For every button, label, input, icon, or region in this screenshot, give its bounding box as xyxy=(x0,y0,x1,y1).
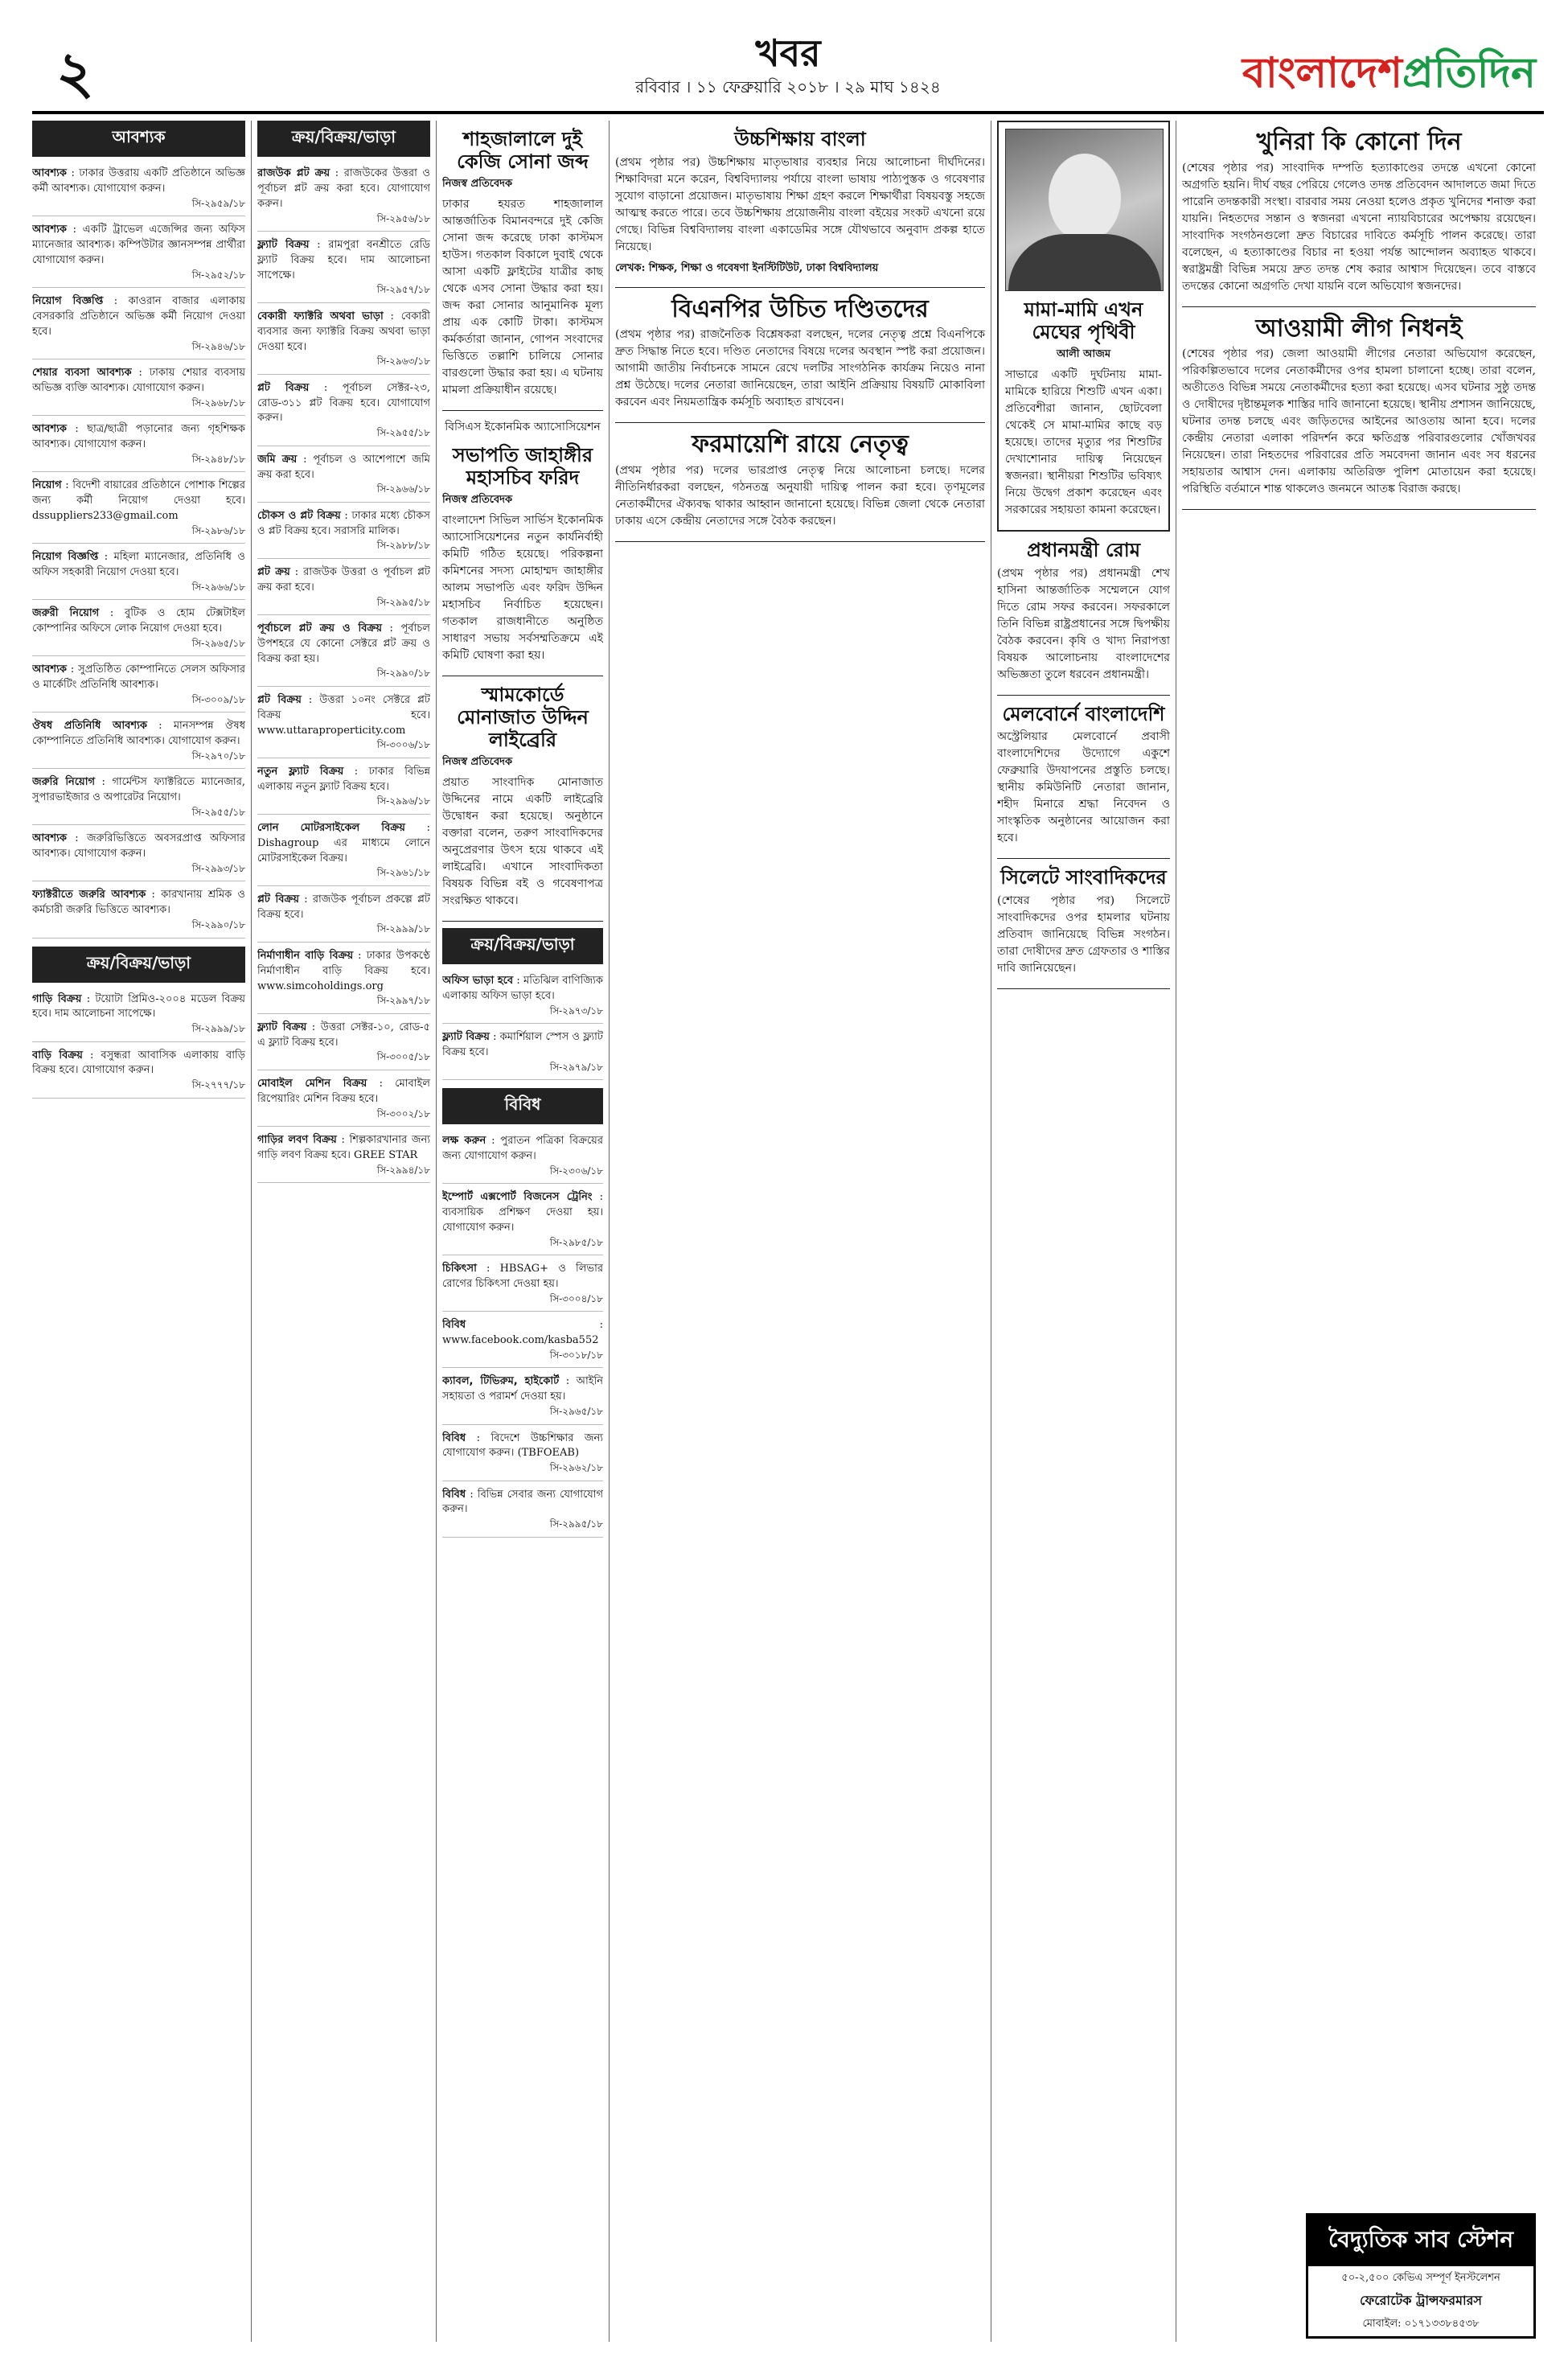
ad-text: বুটিক ও হোম টেক্সটাইল কোম্পানির অফিসে লোক নিয়োগ দেওয়া হবে। xyxy=(32,607,245,635)
ad-text: ঢাকার উত্তরায় একটি প্রতিষ্ঠানে অভিজ্ঞ কর্মী আবশ্যক। যোগাযোগ করুন। xyxy=(32,167,245,195)
classified-list-4 xyxy=(442,971,603,1080)
ad-phone: মোবাইল: ০১৭১৩৩৮৪৫৩৮ xyxy=(1362,2318,1480,2331)
kicker-bba: বিসিএস ইকোনমিক অ্যাসোসিয়েশন xyxy=(445,421,601,434)
classified-ad: প্লট বিক্রয় : পূর্বাচল সেক্টর-২৩, রোড-৩১১ প্লট বিক্রয় হবে। যোগাযোগ করুন। সি-২৯৫৫/১৮ xyxy=(257,378,430,446)
headline-pm: প্রধানমন্ত্রী রোম xyxy=(1026,539,1141,562)
ad-text: বেকারী ব্যবসার জন্য ফ্যাক্টরি বিক্রয় অথবা ভাড়া দেওয়া হবে। xyxy=(257,310,430,353)
ad-label: ফ্ল্যাট বিক্রয় xyxy=(257,238,310,251)
ad-text: ব্যবসায়িক প্রশিক্ষণ দেওয়া হয়। যোগাযোগ করুন। xyxy=(442,1206,603,1234)
ad-label: অফিস ভাড়া হবে xyxy=(442,975,514,988)
classified-list xyxy=(32,163,245,939)
body-melbourne: অস্ট্রেলিয়ার মেলবোর্নে প্রবাসী বাংলাদেশিদের উদ্যোগে একুশে ফেব্রুয়ারি উদযাপনের প্রস্তুতি চলছে। স্থানীয় কমিউনিটি নেতারা জানান, শহীদ মিনারে শ্রদ্ধা নিবেদন ও সাংস্কৃতিক অনুষ্ঠানের আয়োজন করা হবে। xyxy=(997,730,1170,845)
news-photo xyxy=(1005,129,1164,291)
ad-label: মোবাইল মেশিন বিক্রয় xyxy=(257,1077,367,1090)
ad-code: সি-২৯৪৬/১৮ xyxy=(191,340,245,352)
classified-ad: বাড়ি বিক্রয় : বসুন্ধরা আবাসিক এলাকায় বাড়ি বিক্রয় হবে। যোগাযোগ করুন। সি-২৭৭৭/১৮ xyxy=(32,1045,245,1099)
ad-label: প্লট বিক্রয় xyxy=(257,693,302,706)
ad-text: উত্তরা সেক্টর-১০, রোড-৫ এ ফ্ল্যাট বিক্রয় হবে। xyxy=(257,1021,430,1049)
ad-label: বেকারী ফ্যাক্টরি অথবা ভাড়া xyxy=(257,310,384,322)
ad-code: সি-২৯৯৯/১৮ xyxy=(191,1023,245,1035)
classified-ad: ক্যাবল, টিভিরুম, হাইকোর্ট : আইনি সহায়তা ও পরামর্শ দেওয়া হয়। সি-২৯৬৫/১৮ xyxy=(442,1371,603,1424)
classified-ad: ফ্ল্যাট বিক্রয় : উত্তরা সেক্টর-১০, রোড-৫ এ ফ্ল্যাট বিক্রয় হবে। সি-৩০০৫/১৮ xyxy=(257,1017,430,1070)
ad-code: সি-২৯৯৫/১৮ xyxy=(376,596,430,608)
ad-label: চৌকস ও প্লট বিক্রয় xyxy=(257,509,341,522)
ad-code: সি-৩০০৪/১৮ xyxy=(549,1293,603,1304)
ad-code: সি-২৯৮৮/১৮ xyxy=(376,540,430,552)
ad-code: সি-২৯৯৭/১৮ xyxy=(376,995,430,1007)
story-bba xyxy=(442,417,603,676)
classified-ad: নিয়োগ : বিদেশী বায়ারের প্রতিষ্ঠানে পোশাক শিল্পের জন্য কর্মী নিয়োগ দেওয়া হবে। dssuppliers233@gmail.com সি-২৯৮৬/১৮ xyxy=(32,475,245,544)
ad-code: সি-২৯৫৭/১৮ xyxy=(376,284,430,296)
ad-text: আইনি সহায়তা ও পরামর্শ দেওয়া হয়। xyxy=(442,1375,603,1403)
ad-description: ৫০-২,৫০০ কেভিএ সম্পূর্ণ ইনস্টলেশন xyxy=(1341,2272,1500,2284)
classified-col-2 xyxy=(257,121,430,2342)
classified-ad: বেকারী ফ্যাক্টরি অথবা ভাড়া : বেকারী ব্যবসার জন্য ফ্যাক্টরি বিক্রয় অথবা ভাড়া দেওয়া হবে। সি-২৯৬৩/১৮ xyxy=(257,306,430,375)
story-leadership xyxy=(615,431,985,542)
brand-logo xyxy=(1242,40,1536,110)
ad-code: সি-২৯৯৬/১৮ xyxy=(376,795,430,807)
headline-library: স্মামকোর্ডে মোনাজাত উদ্দিন লাইব্রেরি xyxy=(457,684,589,751)
ad-label: প্লট বিক্রয় xyxy=(257,893,300,906)
classified-ad: নিয়োগ বিজ্ঞপ্তি : মহিলা ম্যানেজার, প্রতিনিধি ও অফিস সহকারী নিয়োগ দেওয়া হবে। সি-২৯৬৬/১৮ xyxy=(32,547,245,600)
ad-code: সি-৩০০৬/১৮ xyxy=(376,739,430,751)
ad-label: ক্যাবল, টিভিরুম, হাইকোর্ট xyxy=(442,1375,560,1388)
column-rule xyxy=(436,121,437,2342)
classified-ad: গাড়ির লবণ বিক্রয় : শিল্পকারখানার জন্য গাড়ি লবণ বিক্রয় হবে। GREE STAR সি-২৯৯৪/১৮ xyxy=(257,1130,430,1183)
news-col-5 xyxy=(997,121,1170,2342)
ad-code: সি-২৯৬৮/১৮ xyxy=(191,396,245,409)
classified-col-1 xyxy=(32,121,245,2342)
headline-melbourne: মেলবোর্নে বাংলাদেশি xyxy=(1002,702,1165,725)
ad-text: সুপ্রতিষ্ঠিত কোম্পানিতে সেলস অফিসার ও মার্কেটিং প্রতিনিধি আবশ্যক। xyxy=(32,663,245,691)
classified-ad: জমি ক্রয় : পূর্বাচল ও আশেপাশে জমি ক্রয় করা হবে। সি-২৯৬৬/১৮ xyxy=(257,450,430,503)
classified-ad: চিকিৎসা : HBSAG+ ও লিভার রোগের চিকিৎসা দেওয়া হয়। সি-৩০০৪/১৮ xyxy=(442,1259,603,1312)
ad-label: নতুন ফ্ল্যাট বিক্রয় xyxy=(257,765,344,778)
ad-code: সি-২৩০৬/১৮ xyxy=(549,1165,603,1177)
story-awami xyxy=(1182,315,1536,511)
story-pm xyxy=(997,540,1170,696)
ad-code: সি-২৯৬৫/১৮ xyxy=(191,637,245,649)
body-leadership: (প্রথম পৃষ্ঠার পর) দলের ভারপ্রাপ্ত নেতৃত্ব নিয়ে আলোচনা চলছে। দলের নীতিনির্ধারকরা বলছেন, গঠনতন্ত্র অনুযায়ী দায়িত্ব পালন করা হবে। তৃণমূলের নেতাকর্মীদের ঐক্যবদ্ধ থাকার আহ্বান জানানো হয়েছে। বিভিন্ন জেলা থেকে নেতারা ঢাকায় এসে কেন্দ্রীয় নেতাদের সঙ্গে বৈঠক করছেন। xyxy=(615,463,985,528)
headline-awami: আওয়ামী লীগ নিধনই xyxy=(1255,314,1463,343)
ad-text: বিদেশে উচ্চশিক্ষার জন্য যোগাযোগ করুন। (TBFOEAB) xyxy=(442,1431,603,1460)
classified-heading-3: ক্রয়/বিক্রয়/ভাড়া xyxy=(442,928,603,964)
ad-label: জরুরী নিয়োগ xyxy=(32,607,100,620)
ad-label: আবশ্যক xyxy=(32,832,67,845)
ad-text: জরুরিভিত্তিতে অবসরপ্রাপ্ত অফিসার আবশ্যক। যোগাযোগ করুন। xyxy=(32,832,245,860)
byline-gold: নিজস্ব প্রতিবেদক xyxy=(442,178,513,191)
story-gold xyxy=(442,129,603,411)
classified-heading-main: ক্রয়/বিক্রয়/ভাড়া xyxy=(257,121,430,157)
ad-code: সি-২৯৯৫/১৮ xyxy=(549,1518,603,1530)
ad-code: সি-২৯৯৯/১৮ xyxy=(376,923,430,935)
byline-rain: আলী আজম xyxy=(1056,348,1111,361)
ad-text: রাজউক পূর্বাচল প্রকল্পে প্লট বিক্রয় হবে। xyxy=(257,893,430,921)
ad-label: প্লট ক্রয় xyxy=(257,565,290,578)
headline-murder: খুনিরা কি কোনো দিন xyxy=(1256,128,1462,156)
ad-text: শিল্পকারখানার জন্য গাড়ি লবণ বিক্রয় হবে। GREE STAR xyxy=(257,1133,430,1161)
ad-label: প্লট বিক্রয় xyxy=(257,381,310,394)
ad-code: সি-৩০০৯/১৮ xyxy=(191,693,245,705)
ad-code: সি-২৯৫৯/১৮ xyxy=(191,197,245,209)
ad-code: সি-৩০১৮/১৮ xyxy=(549,1349,603,1362)
ad-text: বসুন্ধরা আবাসিক এলাকায় বাড়ি বিক্রয় হবে। যোগাযোগ করুন। xyxy=(32,1049,245,1077)
ad-label: আবশ্যক xyxy=(32,224,67,236)
classified-ad: মোবাইল মেশিন বিক্রয় : মোবাইল রিপেয়ারিং মেশিন বিক্রয় হবে। সি-৩০০২/১৮ xyxy=(257,1074,430,1127)
classified-ad: বিবিধ : www.facebook.com/kasba552 সি-৩০১৮/১৮ xyxy=(442,1315,603,1368)
headline-education: উচ্চশিক্ষায় বাংলা xyxy=(734,128,866,150)
classified-ad: নতুন ফ্ল্যাট বিক্রয় : ঢাকার বিভিন্ন এলাকায় নতুন ফ্ল্যাট বিক্রয় হবে। সি-২৯৯৬/১৮ xyxy=(257,762,430,815)
ad-text: একটি ট্রাভেল এজেন্সির জন্য অফিস ম্যানেজার আবশ্যক। কম্পিউটার জ্ঞানসম্পন্ন প্রার্থীরা যোগাযোগ করুন। xyxy=(32,224,245,266)
classified-ad: চৌকস ও প্লট বিক্রয় : ঢাকার মধ্যে চৌকস ও প্লট বিক্রয় হবে। সরাসরি মালিক। সি-২৯৮৮/১৮ xyxy=(257,506,430,559)
ad-title: বৈদ্যুতিক সাব স্টেশন xyxy=(1308,2216,1533,2266)
ad-text: পুরাতন পত্রিকা বিক্রয়ের জন্য যোগাযোগ করুন। xyxy=(442,1135,603,1163)
ad-code: সি-২৯৫২/১৮ xyxy=(191,269,245,281)
ad-code: সি-৩০০৫/১৮ xyxy=(376,1051,430,1063)
ad-text: গার্মেন্টস ফ্যাক্টরিতে ম্যানেজার, সুপারভাইজার ও অপারেটর নিয়োগ। xyxy=(32,776,245,804)
classified-ad: গাড়ি বিক্রয় : টয়োটা প্রিমিও-২০০৪ মডেল বিক্রয় হবে। দাম আলোচনা সাপেক্ষে। সি-২৯৯৯/১৮ xyxy=(32,989,245,1042)
classified-heading: আবশ্যক xyxy=(32,121,245,157)
ad-text: রাজউকের উত্তরা ও পূর্বাচল প্লট ক্রয় করা হবে। যোগাযোগ করুন। xyxy=(257,167,430,210)
classified-ad: প্লট বিক্রয় : উত্তরা ১০নং সেক্টরে প্লট বিক্রয় হবে। www.uttaraproperticity.com সি-৩০০৬/১৮ xyxy=(257,690,430,758)
ad-label: রাজউক প্লট ক্রয় xyxy=(257,167,330,179)
news-col-4 xyxy=(615,121,985,2342)
ad-text: মানসম্পন্ন ঔষধ কোম্পানিতে প্রতিনিধি আবশ্যক। যোগাযোগ করুন। xyxy=(32,720,245,748)
column-rule xyxy=(609,121,610,2342)
ad-text: রাজউক উত্তরা ও পূর্বাচল প্লট ক্রয় করা হবে। xyxy=(257,565,430,594)
ad-text: ছাত্র/ছাত্রী পড়ানোর জন্য গৃহশিক্ষক আবশ্যক। যোগাযোগ করুন। xyxy=(32,423,245,450)
ad-label: নিয়োগ xyxy=(32,479,62,492)
classified-ad: পূর্বাচলে প্লট ক্রয় ও বিক্রয় : পূর্বাচল উপশহরে যে কোনো সেক্টরে প্লট ক্রয় ও বিক্রয় করা হয়। সি-২৯৯০/১৮ xyxy=(257,618,430,687)
classified-ad: ফ্ল্যাট বিক্রয় : রামপুরা বনশ্রীতে রেডি ফ্ল্যাট বিক্রয় হবে। দাম আলোচনা সাপেক্ষে। সি-২৯৫৭/১৮ xyxy=(257,235,430,303)
classified-ad: আবশ্যক : ঢাকার উত্তরায় একটি প্রতিষ্ঠানে অভিজ্ঞ কর্মী আবশ্যক। যোগাযোগ করুন। সি-২৯৫৯/১৮ xyxy=(32,163,245,216)
story-education xyxy=(615,129,985,288)
ad-code: সি-২৯৯৩/১৮ xyxy=(191,863,245,875)
ad-code: সি-২৯৫৬/১৮ xyxy=(376,212,430,224)
ad-label: পূর্বাচলে প্লট ক্রয় ও বিক্রয় xyxy=(257,622,382,635)
section-name: খবর xyxy=(755,31,821,75)
ad-code: সি-৩০০২/১৮ xyxy=(376,1107,430,1119)
classified-ad: শেয়ার ব্যবসা আবশ্যক : ঢাকায় শেয়ার ব্যবসায় অভিজ্ঞ ব্যক্তি আবশ্যক। যোগাযোগ করুন। সি-২৯৬৮/১৮ xyxy=(32,363,245,416)
ad-text: পূর্বাচল সেক্টর-২৩, রোড-৩১১ প্লট বিক্রয় হবে। যোগাযোগ করুন। xyxy=(257,381,430,425)
body-library: প্রয়াত সাংবাদিক মোনাজাত উদ্দিনের নামে একটি লাইব্রেরি উদ্বোধন করা হয়েছে। অনুষ্ঠানে বক্তারা বলেন, তরুণ সাংবাদিকদের অনুপ্রেরণার উৎস হয়ে থাকবে এই লাইব্রেরি। এখানে সাংবাদিকতা বিষয়ক বিভিন্ন বই ও গবেষণাপত্র সংরক্ষিত থাকবে। xyxy=(442,776,603,908)
misc-list xyxy=(442,1131,603,1537)
ad-code: সি-২৯৯০/১৮ xyxy=(191,919,245,931)
story-bnp xyxy=(615,296,985,424)
ad-text: কমার্শিয়াল স্পেস ও ফ্ল্যাট বিক্রয় হবে। xyxy=(442,1031,603,1059)
substation-advertisement xyxy=(1306,2213,1536,2339)
body-bnp: (প্রথম পৃষ্ঠার পর) রাজনৈতিক বিশ্লেষকরা বলছেন, দলের নেতৃত্ব প্রশ্নে বিএনপিকে দ্রুত সিদ্ধান্ত নিতে হবে। দণ্ডিত নেতাদের বিষয়ে দলের অবস্থান স্পষ্ট করা প্রয়োজন। আগামী জাতীয় নির্বাচনকে সামনে রেখে দলটির সাংগঠনিক কার্যক্রম নিয়েও নানা প্রশ্ন উঠেছে। দলের নেতারা জানিয়েছেন, তারা আইনি প্রক্রিয়ায় বিষয়টি মোকাবিলা করবেন এবং নিয়মতান্ত্রিক কর্মসূচি অব্যাহত রাখবেন। xyxy=(615,328,985,409)
ad-text: মোবাইল রিপেয়ারিং মেশিন বিক্রয় হবে। xyxy=(257,1077,430,1105)
news-col-6 xyxy=(1182,121,1536,2205)
ad-code: সি-২৯৪৮/১৮ xyxy=(191,453,245,465)
classified-list-2 xyxy=(32,989,245,1099)
ad-code: সি-২৯৭৩/১৮ xyxy=(549,1004,603,1017)
ad-text: মহিলা ম্যানেজার, প্রতিনিধি ও অফিস সহকারী নিয়োগ দেওয়া হবে। xyxy=(32,551,245,578)
ad-label: নিয়োগ বিজ্ঞপ্তি xyxy=(32,295,104,307)
classified-ad: লক্ষ করুন : পুরাতন পত্রিকা বিক্রয়ের জন্য যোগাযোগ করুন। সি-২৩০৬/১৮ xyxy=(442,1131,603,1184)
masthead xyxy=(32,23,1544,114)
ad-label: ফ্ল্যাট বিক্রয় xyxy=(442,1031,490,1044)
classified-ad: জরুরী নিয়োগ : বুটিক ও হোম টেক্সটাইল কোম্পানির অফিসে লোক নিয়োগ দেওয়া হবে। সি-২৯৬৫/১৮ xyxy=(32,603,245,656)
ad-label: জমি ক্রয় xyxy=(257,453,298,466)
ad-code: সি-২৯৯০/১৮ xyxy=(376,667,430,680)
ad-text: www.facebook.com/kasba552 xyxy=(442,1334,599,1347)
photo-face xyxy=(1049,154,1121,242)
classified-ad: ইম্পোর্ট এক্সপোর্ট বিজনেস ট্রেনিং : ব্যবসায়িক প্রশিক্ষণ দেওয়া হয়। যোগাযোগ করুন। সি-২৯৮৫/১৮ xyxy=(442,1187,603,1255)
classified-ad: রাজউক প্লট ক্রয় : রাজউকের উত্তরা ও পূর্বাচল প্লট ক্রয় করা হবে। যোগাযোগ করুন। সি-২৯৫৬/১৮ xyxy=(257,163,430,232)
misc-heading: বিবিধ xyxy=(442,1088,603,1124)
classified-ad: আবশ্যক : ছাত্র/ছাত্রী পড়ানোর জন্য গৃহশিক্ষক আবশ্যক। যোগাযোগ করুন। সি-২৯৪৮/১৮ xyxy=(32,419,245,472)
headline-rain: মামা-মামি এখন মেঘের পৃথিবী xyxy=(1024,298,1143,343)
classified-ad: বিবিধ : বিদেশে উচ্চশিক্ষার জন্য যোগাযোগ করুন। (TBFOEAB) সি-২৯৬২/১৮ xyxy=(442,1428,603,1481)
body-gold: ঢাকার হযরত শাহজালাল আন্তর্জাতিক বিমানবন্দরে দুই কেজি সোনা জব্দ করেছে ঢাকা কাস্টমস হাউস। গতকাল বিকালে দুবাই থেকে আসা একটি ফ্লাইটের যাত্রীর কাছ থেকে এসব সোনা উদ্ধার করা হয়। জব্দ করা সোনার আনুমানিক মূল্য প্রায় এক কোটি টাকা। কাস্টমস কর্মকর্তারা জানান, গোপন সংবাদের ভিত্তিতে তল্লাশি চালিয়ে সোনার বারগুলো উদ্ধার করা হয়। এ ঘটনায় মামলা প্রক্রিয়াধীন রয়েছে। xyxy=(442,198,603,397)
ad-code: সি-২৯৬৫/১৮ xyxy=(549,1406,603,1418)
classified-ad: প্লট বিক্রয় : রাজউক পূর্বাচল প্রকল্পে প্লট বিক্রয় হবে। সি-২৯৯৯/১৮ xyxy=(257,889,430,943)
classified-ad: ফ্ল্যাট বিক্রয় : কমার্শিয়াল স্পেস ও ফ্ল্যাট বিক্রয় হবে। সি-২৯৭৯/১৮ xyxy=(442,1027,603,1080)
ad-text: Dishagroup এর মাধ্যমে লোনে মোটরসাইকেল বিক্রয়। xyxy=(257,836,430,865)
ad-label: আবশ্যক xyxy=(32,167,67,179)
ad-label: বিবিধ xyxy=(442,1431,466,1444)
ad-label: নির্মাণাধীন বাড়ি বিক্রয় xyxy=(257,949,354,962)
ad-code: সি-২৯৬২/১৮ xyxy=(549,1462,603,1474)
headline-sylhet: সিলেটে সাংবাদিকদের xyxy=(1000,866,1167,889)
ad-code: সি-২৯৬১/১৮ xyxy=(376,867,430,879)
classified-ad: ঔষধ প্রতিনিধি আবশ্যক : মানসম্পন্ন ঔষধ কোম্পানিতে প্রতিনিধি আবশ্যক। যোগাযোগ করুন। সি-২৯৭০/১৮ xyxy=(32,716,245,769)
page-number: ২ xyxy=(56,38,94,106)
byline-library: নিজস্ব প্রতিবেদক xyxy=(442,756,513,769)
ad-label: আবশ্যক xyxy=(32,423,67,435)
photo-shoulders xyxy=(1008,234,1161,290)
ad-label: ফ্যাক্টরীতে জরুরি আবশ্যক xyxy=(32,889,146,902)
ad-label: ফ্ল্যাট বিক্রয় xyxy=(257,1021,307,1033)
story-sylhet xyxy=(997,867,1170,989)
classified-ad: আবশ্যক : জরুরিভিত্তিতে অবসরপ্রাপ্ত অফিসার আবশ্যক। যোগাযোগ করুন। সি-২৯৯৩/১৮ xyxy=(32,828,245,881)
ad-text: ঢাকার মধ্যে চৌকস ও প্লট বিক্রয় হবে। সরাসরি মালিক। xyxy=(257,509,430,537)
ad-code: সি-২৯৮৫/১৮ xyxy=(549,1236,603,1248)
body-rain: সাভারে একটি দুর্ঘটনায় মামা-মামিকে হারিয়ে শিশুটি এখন একা। প্রতিবেশীরা জানান, ছোটবেলা থেকেই সে মামা-মামির কাছে বড় হয়েছে। তাদের মৃত্যুর পর শিশুটির দেখাশোনার দায়িত্ব নিয়েছেন স্বজনরা। স্থানীয়রা শিশুটির ভবিষ্যৎ নিয়ে উদ্বেগ প্রকাশ করেছেন এবং সরকারের সহায়তা কামনা করেছেন। xyxy=(1005,368,1162,517)
brand-part-2: প্রতিদিন xyxy=(1402,49,1536,97)
ad-label: বাড়ি বিক্রয় xyxy=(32,1049,83,1062)
classified-heading-2: ক্রয়/বিক্রয়/ভাড়া xyxy=(32,947,245,983)
ad-label: শেয়ার ব্যবসা আবশ্যক xyxy=(32,366,132,379)
column-rule xyxy=(251,121,252,2342)
ad-label: ইম্পোর্ট এক্সপোর্ট বিজনেস ট্রেনিং xyxy=(442,1191,593,1204)
body-pm: (প্রথম পৃষ্ঠার পর) প্রধানমন্ত্রী শেখ হাসিনা আন্তর্জাতিক সম্মেলনে যোগ দিতে রোম সফর করবেন। সফরকালে তিনি বিভিন্ন রাষ্ট্রপ্রধানের সঙ্গে দ্বিপক্ষীয় বৈঠক করবেন। কৃষি ও খাদ্য নিরাপত্তা বিষয়ক আলোচনায় বাংলাদেশের অভিজ্ঞতা তুলে ধরবেন প্রধানমন্ত্রী। xyxy=(997,566,1170,681)
classified-ad: প্লট ক্রয় : রাজউক উত্তরা ও পূর্বাচল প্লট ক্রয় করা হবে। সি-২৯৯৫/১৮ xyxy=(257,562,430,615)
classified-ad: নিয়োগ বিজ্ঞপ্তি : কাওরান বাজার এলাকায় বেসরকারি প্রতিষ্ঠানে অভিজ্ঞ কর্মী নিয়োগ দেওয়া হবে। সি-২৯৪৬/১৮ xyxy=(32,291,245,359)
ad-text: পূর্বাচল ও আশেপাশে জমি ক্রয় করা হবে। xyxy=(257,453,430,481)
ad-label: লোন মোটরসাইকেল বিক্রয় xyxy=(257,821,405,834)
ad-text: পূর্বাচল উপশহরে যে কোনো সেক্টরে প্লট ক্রয় ও বিক্রয় করা হয়। xyxy=(257,622,430,665)
ad-code: সি-২৭৭৭/১৮ xyxy=(191,1079,245,1091)
ad-text: ঢাকার বিভিন্ন এলাকায় নতুন ফ্ল্যাট বিক্রয় হবে। xyxy=(257,765,430,793)
author-education: লেখক: শিক্ষক, শিক্ষা ও গবেষণা ইনস্টিটিউট, ঢাকা বিশ্ববিদ্যালয় xyxy=(615,261,879,274)
ad-label: গাড়ি বিক্রয় xyxy=(32,992,82,1005)
body-murder: (শেষের পৃষ্ঠার পর) সাংবাদিক দম্পতি হত্যাকাণ্ডের তদন্তে এখনো কোনো অগ্রগতি হয়নি। দীর্ঘ বছর পেরিয়ে গেলেও তদন্ত প্রতিবেদন আদালতে জমা দিতে পারেনি তদন্তকারী সংস্থা। বারবার সময় নেওয়া হলেও প্রকৃত খুনিদের শনাক্ত করা যায়নি। নিহতদের সন্তান ও স্বজনরা এখনো ন্যায়বিচারের অপেক্ষায় রয়েছেন। সাংবাদিক সংগঠনগুলো দ্রুত বিচারের দাবিতে কর্মসূচি পালন করেছে। তারা বলেছেন, এ হত্যাকাণ্ডের বিচার না হওয়া পর্যন্ত আন্দোলন অব্যাহত থাকবে। স্বরাষ্ট্রমন্ত্রী বিভিন্ন সময়ে দ্রুত তদন্ত শেষ করার আশ্বাস দিয়েছেন। তবে বাস্তবে তদন্তের কোনো অগ্রগতি দেখা যায়নি বলে অভিযোগ স্বজনদের। xyxy=(1182,161,1536,293)
classified-ad: জরুরি নিয়োগ : গার্মেন্টস ফ্যাক্টরিতে ম্যানেজার, সুপারভাইজার ও অপারেটর নিয়োগ। সি-২৯৫৫/১৮ xyxy=(32,772,245,825)
ad-code: সি-২৯৮৬/১৮ xyxy=(191,524,245,536)
ad-code: সি-২৯৭৯/১৮ xyxy=(549,1061,603,1073)
headline-leadership: ফরমায়েশি রায়ে নেতৃত্ব xyxy=(692,430,909,459)
ad-label: বিবিধ xyxy=(442,1319,466,1332)
ad-brand: ফেরোটেক ট্রান্সফরমারস xyxy=(1360,2293,1482,2309)
headline-gold: শাহজালালে দুই কেজি সোনা জব্দ xyxy=(457,128,589,173)
ad-label: লক্ষ করুন xyxy=(442,1135,486,1148)
ad-code: সি-২৯৬৩/১৮ xyxy=(376,355,430,368)
classified-list-3 xyxy=(257,163,430,1183)
ad-code: সি-২৯৬৬/১৮ xyxy=(191,581,245,593)
ad-label: গাড়ির লবণ বিক্রয় xyxy=(257,1133,337,1146)
ad-text: ঢাকায় শেয়ার ব্যবসায় অভিজ্ঞ ব্যক্তি আবশ্যক। যোগাযোগ করুন। xyxy=(32,366,245,394)
ad-text: কাওরান বাজার এলাকায় বেসরকারি প্রতিষ্ঠানে অভিজ্ঞ কর্মী নিয়োগ দেওয়া হবে। xyxy=(32,295,245,338)
classified-ad: লোন মোটরসাইকেল বিক্রয় : Dishagroup এর মাধ্যমে লোনে মোটরসাইকেল বিক্রয়। সি-২৯৬১/১৮ xyxy=(257,818,430,886)
ad-label: ঔষধ প্রতিনিধি আবশ্যক xyxy=(32,720,147,733)
ad-label: চিকিৎসা xyxy=(442,1263,477,1275)
news-col-3 xyxy=(442,121,603,2342)
ad-text: বিভিন্ন সেবার জন্য যোগাযোগ করুন। xyxy=(442,1488,603,1516)
ad-label: জরুরি নিয়োগ xyxy=(32,776,95,789)
body-bba: বাংলাদেশ সিভিল সার্ভিস ইকোনমিক অ্যাসোসিয়েশনের নতুন কার্যনির্বাহী কমিটি গঠিত হয়েছে। পরিকল্পনা কমিশনের সদস্য মোহাম্মদ জাহাঙ্গীর আলম সভাপতি এবং ফরিদ উদ্দিন মহাসচিব নির্বাচিত হয়েছেন। গতকাল রাজধানীতে অনুষ্ঠিত সাধারণ সভায় সর্বসম্মতিক্রমে এই কমিটি ঘোষণা করা হয়। xyxy=(442,514,603,663)
ad-label: বিবিধ xyxy=(442,1488,466,1501)
classified-ad: অফিস ভাড়া হবে : মতিঝিল বাণিজ্যিক এলাকায় অফিস ভাড়া হবে। সি-২৯৭৩/১৮ xyxy=(442,971,603,1024)
ad-text: HBSAG+ ও লিভার রোগের চিকিৎসা দেওয়া হয়। xyxy=(442,1263,603,1291)
date-line: রবিবার । ১১ ফেব্রুয়ারি ২০১৮ । ২৯ মাঘ ১৪২৪ xyxy=(635,77,941,97)
classified-ad: আবশ্যক : সুপ্রতিষ্ঠিত কোম্পানিতে সেলস অফিসার ও মার্কেটিং প্রতিনিধি আবশ্যক। সি-৩০০৯/১৮ xyxy=(32,659,245,713)
headline-bba: সভাপতি জাহাঙ্গীর মহাসচিব ফরিদ xyxy=(452,444,593,489)
story-rain xyxy=(997,121,1170,532)
ad-text: ঢাকার উপকণ্ঠে নির্মাণাধীন বাড়ি বিক্রয় হবে। www.simcoholdings.org xyxy=(257,949,430,992)
classified-ad: নির্মাণাধীন বাড়ি বিক্রয় : ঢাকার উপকণ্ঠে নির্মাণাধীন বাড়ি বিক্রয় হবে। www.simcoholdings.org সি-২৯৯৭/১৮ xyxy=(257,946,430,1014)
ad-code: সি-২৯৫৫/১৮ xyxy=(191,807,245,818)
ad-text: কারখানায় শ্রমিক ও কর্মচারী জরুরি ভিত্তিতে আবশ্যক। xyxy=(32,889,245,917)
ad-code: সি-২৯৯৪/১৮ xyxy=(376,1164,430,1176)
story-murder xyxy=(1182,129,1536,307)
ad-code: সি-২৯৫৫/১৮ xyxy=(376,427,430,439)
ad-text: রামপুরা বনশ্রীতে রেডি ফ্ল্যাট বিক্রয় হবে। দাম আলোচনা সাপেক্ষে। xyxy=(257,238,430,281)
ad-label: নিয়োগ বিজ্ঞপ্তি xyxy=(32,551,99,563)
headline-bnp: বিএনপির উচিত দণ্ডিতদের xyxy=(671,294,929,323)
ad-code: সি-২৯৭০/১৮ xyxy=(191,750,245,762)
ad-text: উত্তরা ১০নং সেক্টরে প্লট বিক্রয় হবে। www.uttaraproperticity.com xyxy=(257,693,430,737)
body-awami: (শেষের পৃষ্ঠার পর) জেলা আওয়ামী লীগের নেতারা অভিযোগ করেছেন, পরিকল্পিতভাবে দলের নেতাকর্মীদের ওপর হামলা চালানো হচ্ছে। তারা বলেন, অতীতেও বিভিন্ন সময়ে নেতাকর্মীদের হত্যা করা হয়েছে। এসব ঘটনার সুষ্ঠু তদন্ত ও দোষীদের দৃষ্টান্তমূলক শাস্তির দাবি জানানো হয়েছে। স্থানীয় প্রশাসন জানিয়েছে, ঘটনার তদন্ত চলছে এবং জড়িতদের আইনের আওতায় আনা হবে। দলের কেন্দ্রীয় নেতারা এলাকা পরিদর্শন করে ক্ষতিগ্রস্ত পরিবারগুলোর খোঁজখবর নিয়েছেন। তারা নিহতদের পরিবারের প্রতি সমবেদনা জানান এবং সব ধরনের সহায়তার আশ্বাস দেন। এলাকায় অতিরিক্ত পুলিশ মোতায়েন করা হয়েছে। পরিস্থিতি বর্তমানে শান্ত থাকলেও জনমনে আতঙ্ক বিরাজ করছে। xyxy=(1182,347,1536,495)
classified-ad: ফ্যাক্টরীতে জরুরি আবশ্যক : কারখানায় শ্রমিক ও কর্মচারী জরুরি ভিত্তিতে আবশ্যক। সি-২৯৯০/১৮ xyxy=(32,885,245,938)
story-melbourne xyxy=(997,704,1170,860)
body-education: (প্রথম পৃষ্ঠার পর) উচ্চশিক্ষায় মাতৃভাষার ব্যবহার নিয়ে আলোচনা দীর্ঘদিনের। শিক্ষাবিদরা মনে করেন, বিশ্ববিদ্যালয় পর্যায়ে বাংলা ভাষায় পাঠ্যপুস্তক ও গবেষণার সুযোগ বাড়ানো প্রয়োজন। মাতৃভাষায় শিক্ষা গ্রহণ করলে শিক্ষার্থীরা বিষয়বস্তু সহজে আত্মস্থ করতে পারে। তবে উচ্চশিক্ষায় প্রয়োজনীয় বাংলা বইয়ের সংকট এখনো রয়ে গেছে। বিভিন্ন বিশ্ববিদ্যালয় বাংলা একাডেমির সঙ্গে যৌথভাবে অনুবাদ প্রকল্প হাতে নিয়েছে। xyxy=(615,155,985,253)
classified-ad: বিবিধ : বিভিন্ন সেবার জন্য যোগাযোগ করুন। সি-২৯৯৫/১৮ xyxy=(442,1485,603,1538)
classified-ad: আবশ্যক : একটি ট্রাভেল এজেন্সির জন্য অফিস ম্যানেজার আবশ্যক। কম্পিউটার জ্ঞানসম্পন্ন প্রার্থীরা যোগাযোগ করুন। সি-২৯৫২/১৮ xyxy=(32,220,245,288)
ad-text: টয়োটা প্রিমিও-২০০৪ মডেল বিক্রয় হবে। দাম আলোচনা সাপেক্ষে। xyxy=(32,992,245,1021)
ad-text: বিদেশী বায়ারের প্রতিষ্ঠানে পোশাক শিল্পের জন্য কর্মী নিয়োগ দেওয়া হবে। dssuppliers233@gmail.com xyxy=(32,479,245,522)
brand-part-1: বাংলাদেশ xyxy=(1242,49,1403,97)
ad-text: মতিঝিল বাণিজ্যিক এলাকায় অফিস ভাড়া হবে। xyxy=(442,975,603,1002)
ad-label: আবশ্যক xyxy=(32,663,67,676)
ad-code: সি-২৯৬৬/১৮ xyxy=(376,483,430,495)
byline-bba: নিজস্ব প্রতিবেদক xyxy=(442,494,513,507)
story-library xyxy=(442,684,603,922)
body-sylhet: (শেষের পৃষ্ঠার পর) সিলেটে সাংবাদিকদের ওপর হামলার ঘটনায় প্রতিবাদ জানিয়েছে বিভিন্ন সংগঠন। তারা দোষীদের দ্রুত গ্রেফতার ও শাস্তির দাবি জানিয়েছেন। xyxy=(997,893,1170,975)
